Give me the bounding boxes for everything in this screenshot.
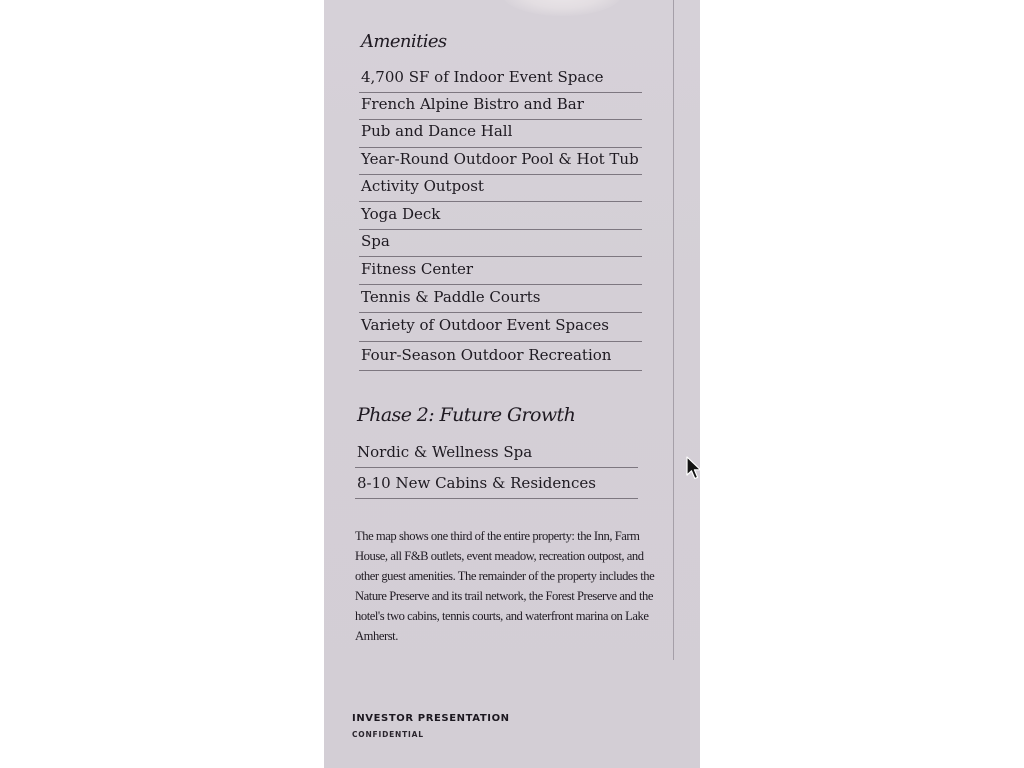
- list-item: [361, 70, 604, 85]
- list-item-label: Tennis & Paddle Courts: [361, 288, 541, 306]
- decorative-glow: [502, 0, 622, 16]
- list-item: [361, 234, 390, 249]
- list-item: [361, 318, 609, 333]
- list-item-label: Fitness Center: [361, 260, 474, 278]
- list-item-label: Yoga Deck: [361, 205, 441, 223]
- list-item-label: 4,700 SF of Indoor Event Space: [361, 68, 604, 86]
- list-item: [361, 97, 584, 112]
- list-item-label: French Alpine Bistro and Bar: [361, 95, 584, 113]
- mouse-pointer-icon: [686, 456, 702, 482]
- footer-subtitle: CONFIDENTIAL: [352, 730, 424, 739]
- page-divider: [673, 0, 674, 660]
- list-item-label: Four-Season Outdoor Recreation: [361, 346, 612, 364]
- list-item-label: Pub and Dance Hall: [361, 122, 513, 140]
- list-item: [361, 290, 541, 305]
- list-item: [361, 262, 473, 277]
- item-divider: [359, 370, 642, 371]
- list-item: [361, 124, 512, 139]
- item-divider: [359, 256, 642, 257]
- item-divider: [359, 147, 642, 148]
- item-divider: [359, 284, 642, 285]
- item-divider: [359, 312, 642, 313]
- amenities-heading: Amenities: [361, 31, 447, 52]
- list-item-label: Activity Outpost: [361, 177, 484, 195]
- brochure-page: [324, 0, 700, 768]
- item-divider: [359, 341, 642, 342]
- list-item: [361, 179, 484, 194]
- list-item-label: Year-Round Outdoor Pool & Hot Tub: [361, 150, 639, 168]
- item-divider: [355, 498, 638, 499]
- list-item: [357, 445, 532, 460]
- list-item: [361, 207, 440, 222]
- footer-title: INVESTOR PRESENTATION: [352, 713, 510, 724]
- phase2-heading: Phase 2: Future Growth: [357, 404, 576, 426]
- item-divider: [355, 467, 638, 468]
- list-item: [361, 152, 639, 167]
- item-divider: [359, 174, 642, 175]
- item-divider: [359, 229, 642, 230]
- list-item: [357, 476, 596, 491]
- list-item-label: Spa: [361, 232, 390, 250]
- item-divider: [359, 92, 642, 93]
- item-divider: [359, 119, 642, 120]
- list-item: [361, 348, 611, 363]
- item-divider: [359, 201, 642, 202]
- list-item-label: Variety of Outdoor Event Spaces: [361, 316, 610, 334]
- list-item-label: 8-10 New Cabins & Residences: [357, 474, 596, 492]
- list-item-label: Nordic & Wellness Spa: [357, 443, 533, 461]
- property-description: The map shows one third of the entire property: the Inn, Farm House, all F&B outlets, event meadow, recreation outpost, and other guest amenities. The remainder of the property includes the Nature Preserve and its trail network, the Forest Preserve and the hotel's two cabins, tennis courts, and waterfront marina on Lake Amherst.: [355, 529, 655, 643]
